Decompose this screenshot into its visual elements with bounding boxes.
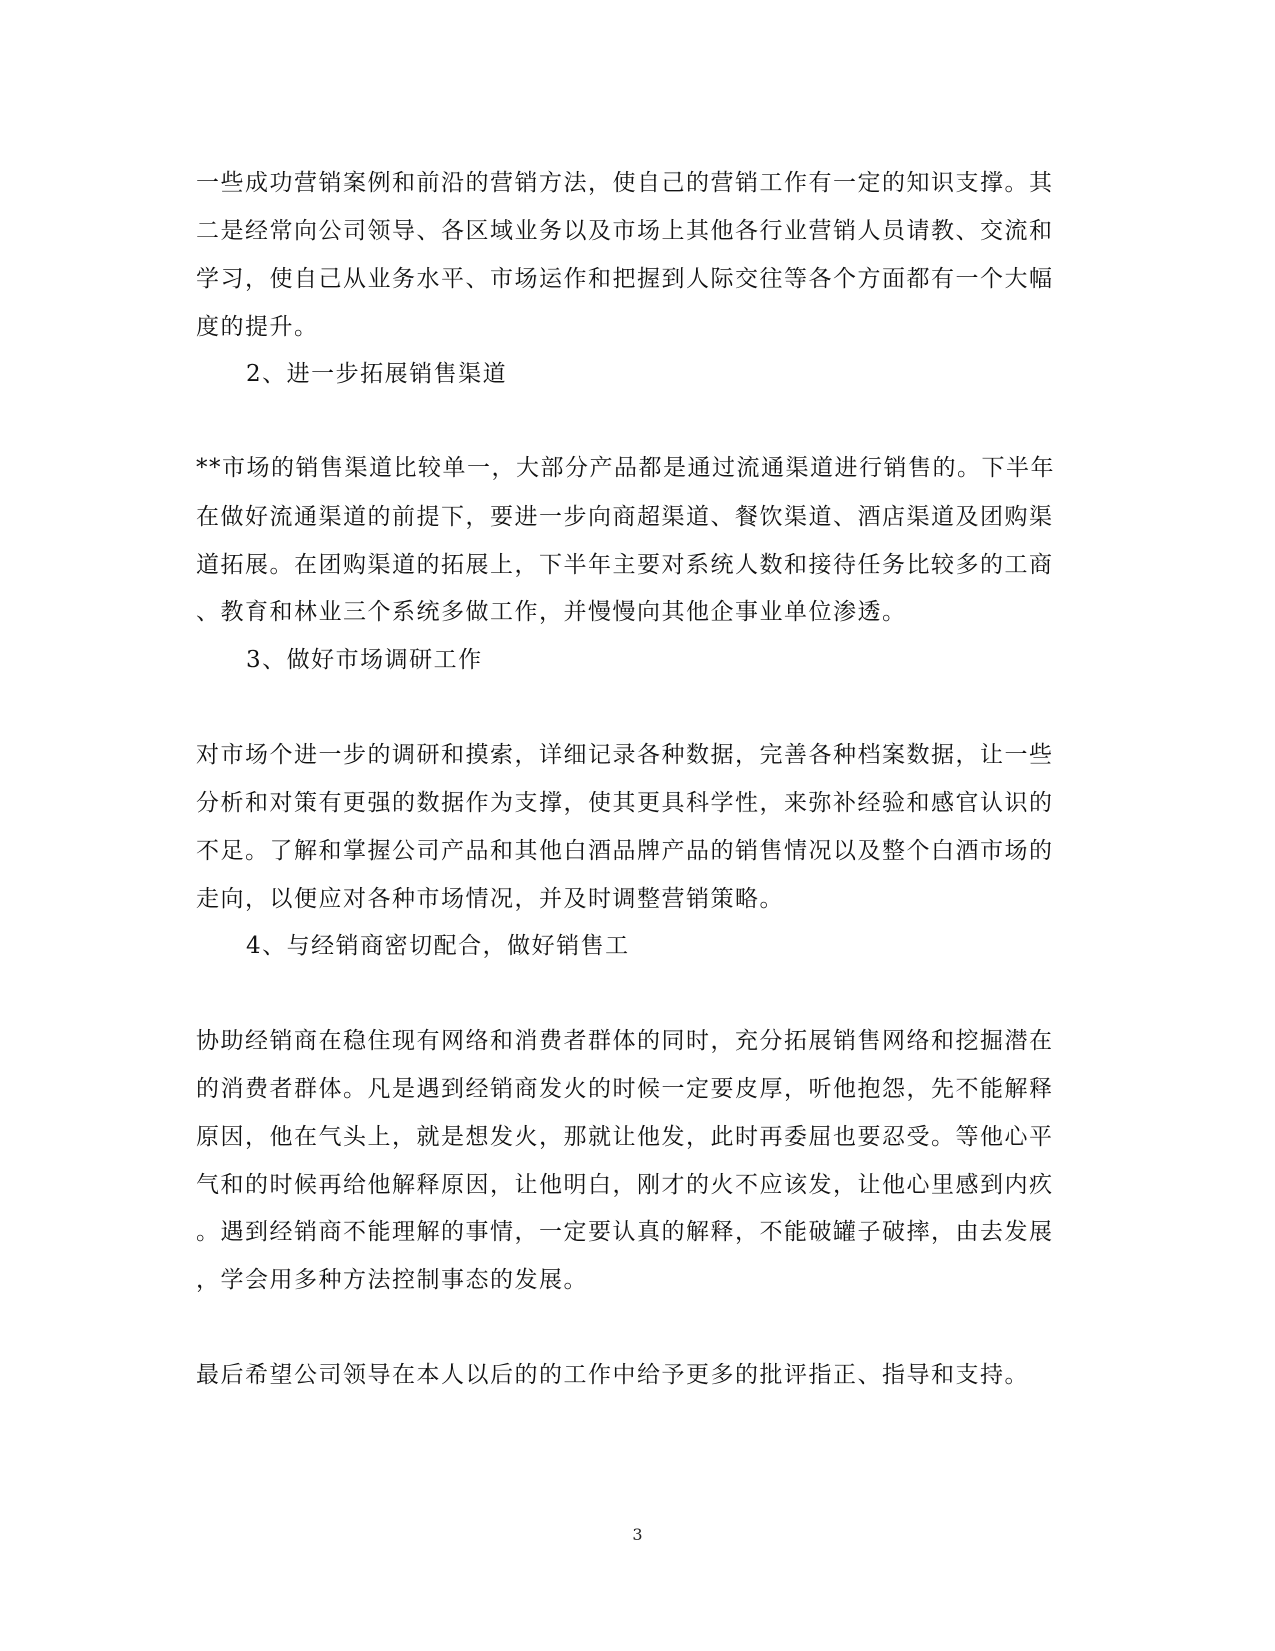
paragraph-line: 道拓展。在团购渠道的拓展上，下半年主要对系统人数和接待任务比较多的工商	[196, 552, 1054, 578]
section-heading-4: 4、与经销商密切配合，做好销售工	[246, 933, 630, 959]
paragraph-line: 不足。了解和掌握公司产品和其他白酒品牌产品的销售情况以及整个白酒市场的	[196, 838, 1054, 864]
paragraph-line: 二是经常向公司领导、各区域业务以及市场上其他各行业营销人员请教、交流和	[196, 218, 1054, 244]
paragraph-line: 分析和对策有更强的数据作为支撑，使其更具科学性，来弥补经验和感官认识的	[196, 790, 1054, 816]
paragraph-line: 、教育和林业三个系统多做工作，并慢慢向其他企事业单位渗透。	[196, 599, 907, 625]
paragraph-line: 协助经销商在稳住现有网络和消费者群体的同时，充分拓展销售网络和挖掘潜在	[196, 1028, 1054, 1054]
paragraph-line: 的消费者群体。凡是遇到经销商发火的时候一定要皮厚，听他抱怨，先不能解释	[196, 1076, 1054, 1102]
paragraph-line: 对市场个进一步的调研和摸索，详细记录各种数据，完善各种档案数据，让一些	[196, 742, 1054, 768]
paragraph-line: 在做好流通渠道的前提下，要进一步向商超渠道、餐饮渠道、酒店渠道及团购渠	[196, 504, 1054, 530]
paragraph-line: 学习，使自己从业务水平、市场运作和把握到人际交往等各个方面都有一个大幅	[196, 266, 1054, 292]
paragraph-line: **市场的销售渠道比较单一，大部分产品都是通过流通渠道进行销售的。下半年	[196, 455, 1055, 481]
page-number: 3	[632, 1525, 643, 1544]
section-heading-3: 3、做好市场调研工作	[246, 647, 483, 673]
paragraph-line: 气和的时候再给他解释原因，让他明白，刚才的火不应该发，让他心里感到内疚	[196, 1172, 1054, 1198]
section-heading-2: 2、进一步拓展销售渠道	[246, 361, 508, 387]
paragraph-line: 。遇到经销商不能理解的事情，一定要认真的解释，不能破罐子破摔，由去发展	[196, 1219, 1054, 1245]
paragraph-line: 一些成功营销案例和前沿的营销方法，使自己的营销工作有一定的知识支撑。其	[196, 170, 1054, 196]
paragraph-line: ，学会用多种方法控制事态的发展。	[196, 1267, 588, 1293]
paragraph-line: 度的提升。	[196, 314, 319, 340]
paragraph-line: 原因，他在气头上，就是想发火，那就让他发，此时再委屈也要忍受。等他心平	[196, 1124, 1054, 1150]
closing-paragraph: 最后希望公司领导在本人以后的的工作中给予更多的批评指正、指导和支持。	[196, 1362, 1029, 1388]
paragraph-line: 走向，以便应对各种市场情况，并及时调整营销策略。	[196, 886, 784, 912]
